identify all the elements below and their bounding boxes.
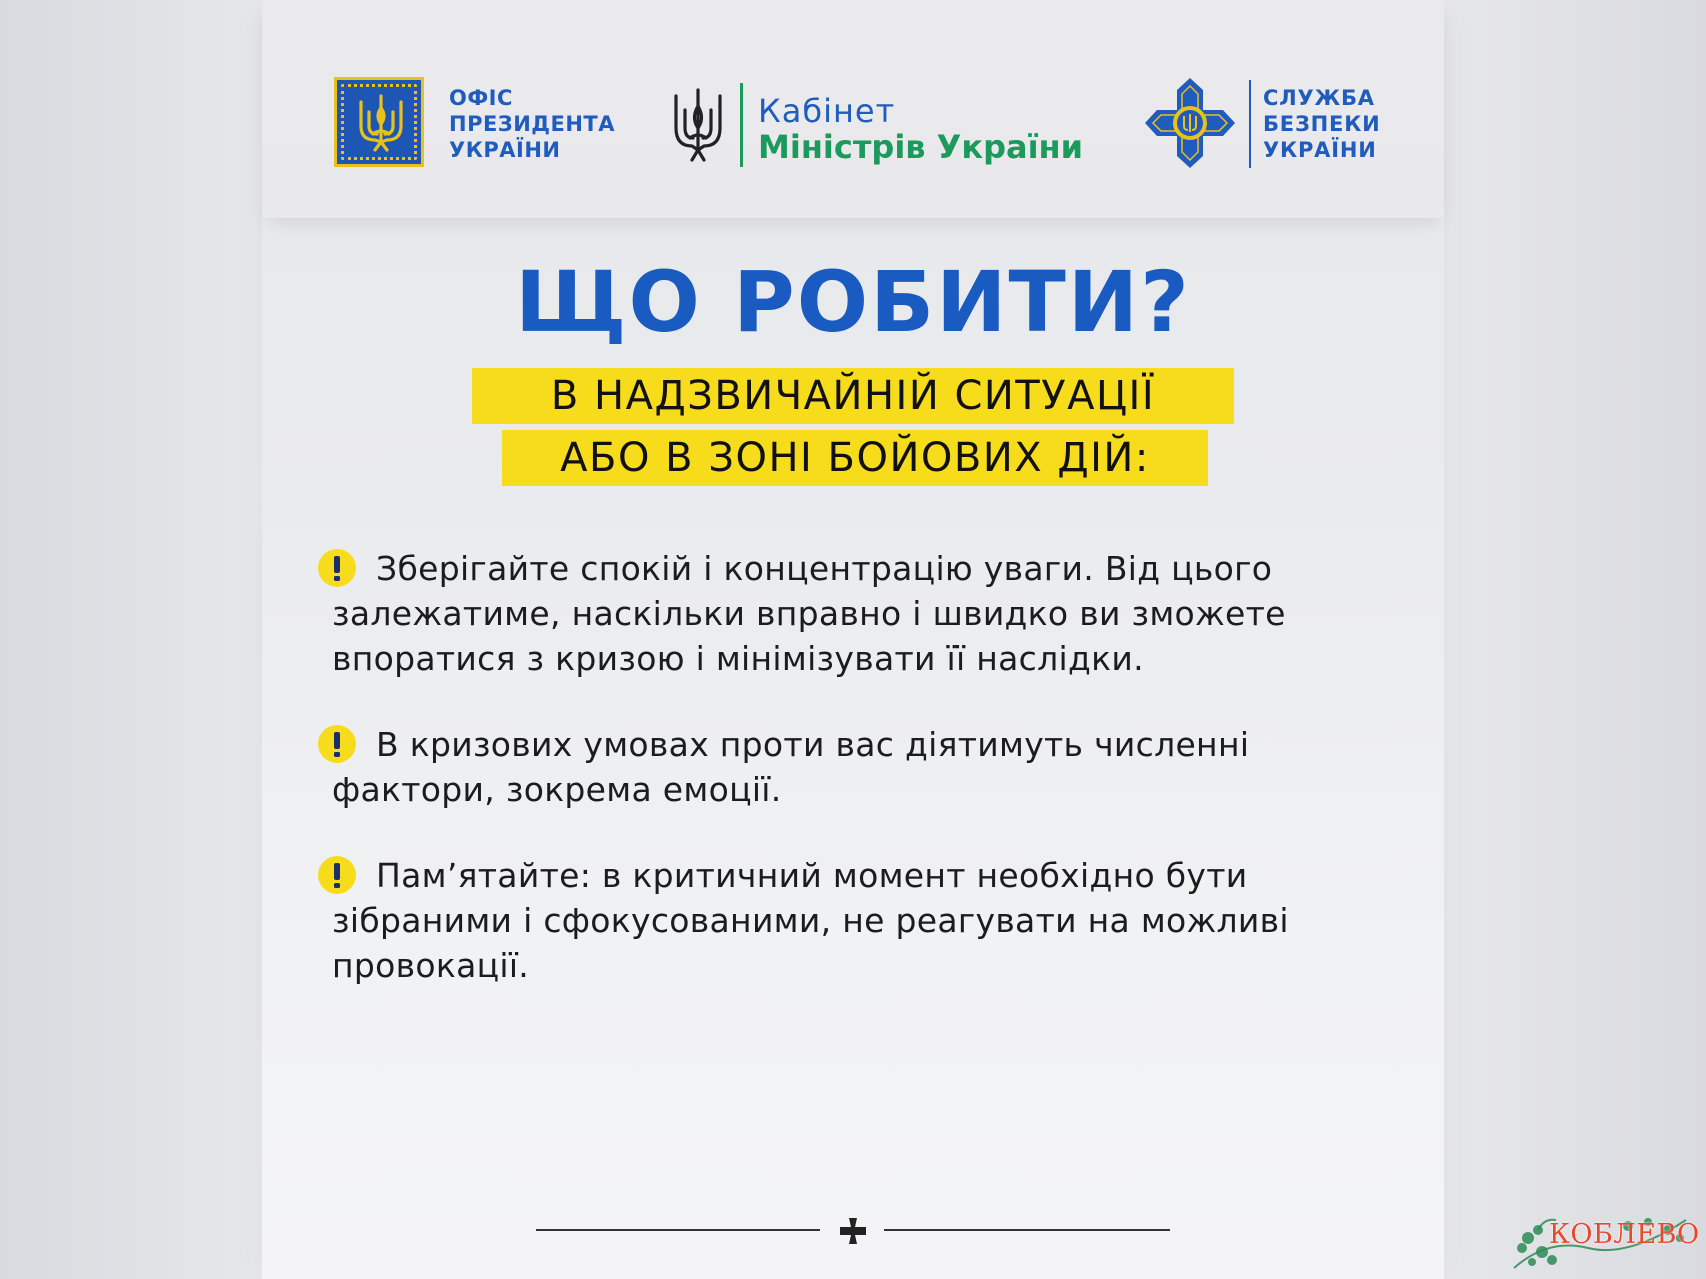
exclamation-icon	[318, 549, 356, 587]
sbu-line: СЛУЖБА	[1263, 86, 1375, 110]
advice-text: Зберігайте спокій і концентрацію уваги. Від цього	[376, 549, 1273, 588]
advice-item	[332, 546, 1452, 681]
office-president-logo-icon	[334, 77, 424, 167]
exclamation-icon	[318, 856, 356, 894]
advice-text: зібраними і сфокусованими, не реагувати на можливі	[332, 901, 1289, 940]
advice-item	[332, 722, 1452, 812]
advice-text: В кризових умовах проти вас діятимуть численні	[376, 725, 1250, 764]
exclamation-icon	[318, 725, 356, 763]
advice-first-line	[332, 546, 1452, 591]
page-title: ЩО РОБИТИ?	[515, 253, 1191, 351]
watermark-text: КОБЛЕВО	[1549, 1219, 1700, 1250]
advice-text: впоратися з кризою і мінімізувати її наслідки.	[332, 639, 1144, 678]
op-line: ПРЕЗИДЕНТА	[449, 112, 616, 136]
cabinet-label: Кабінет	[758, 92, 896, 130]
advice-text: провокації.	[332, 946, 530, 985]
advice-first-line	[332, 853, 1452, 898]
sbu-line: УКРАЇНИ	[1263, 138, 1377, 162]
advice-text: фактори, зокрема емоції.	[332, 770, 782, 809]
advice-text: Пам’ятайте: в критичний момент необхідно бути	[376, 856, 1248, 895]
advice-item	[332, 853, 1452, 988]
cross-icon	[838, 1216, 868, 1250]
sbu-line: БЕЗПЕКИ	[1263, 112, 1381, 136]
office-president-label	[449, 85, 615, 163]
footer-divider-left	[536, 1229, 820, 1231]
sbu-divider	[1249, 80, 1251, 168]
op-line: УКРАЇНИ	[449, 138, 561, 162]
sbu-label	[1263, 85, 1381, 163]
footer-divider-right	[884, 1229, 1170, 1231]
cabinet-divider	[740, 83, 743, 167]
op-line: ОФІС	[449, 86, 513, 110]
ministers-label: Міністрів України	[758, 128, 1084, 166]
advice-first-line	[332, 722, 1452, 767]
subtitle-line-1: В НАДЗВИЧАЙНІЙ СИТУАЦІЇ	[472, 368, 1234, 424]
subtitle-line-2: АБО В ЗОНІ БОЙОВИХ ДІЙ:	[502, 430, 1208, 486]
advice-text: залежатиме, наскільки вправно і швидко ви зможете	[332, 594, 1286, 633]
sbu-shield-icon	[1145, 78, 1235, 172]
cabinet-trident-icon	[673, 88, 723, 166]
